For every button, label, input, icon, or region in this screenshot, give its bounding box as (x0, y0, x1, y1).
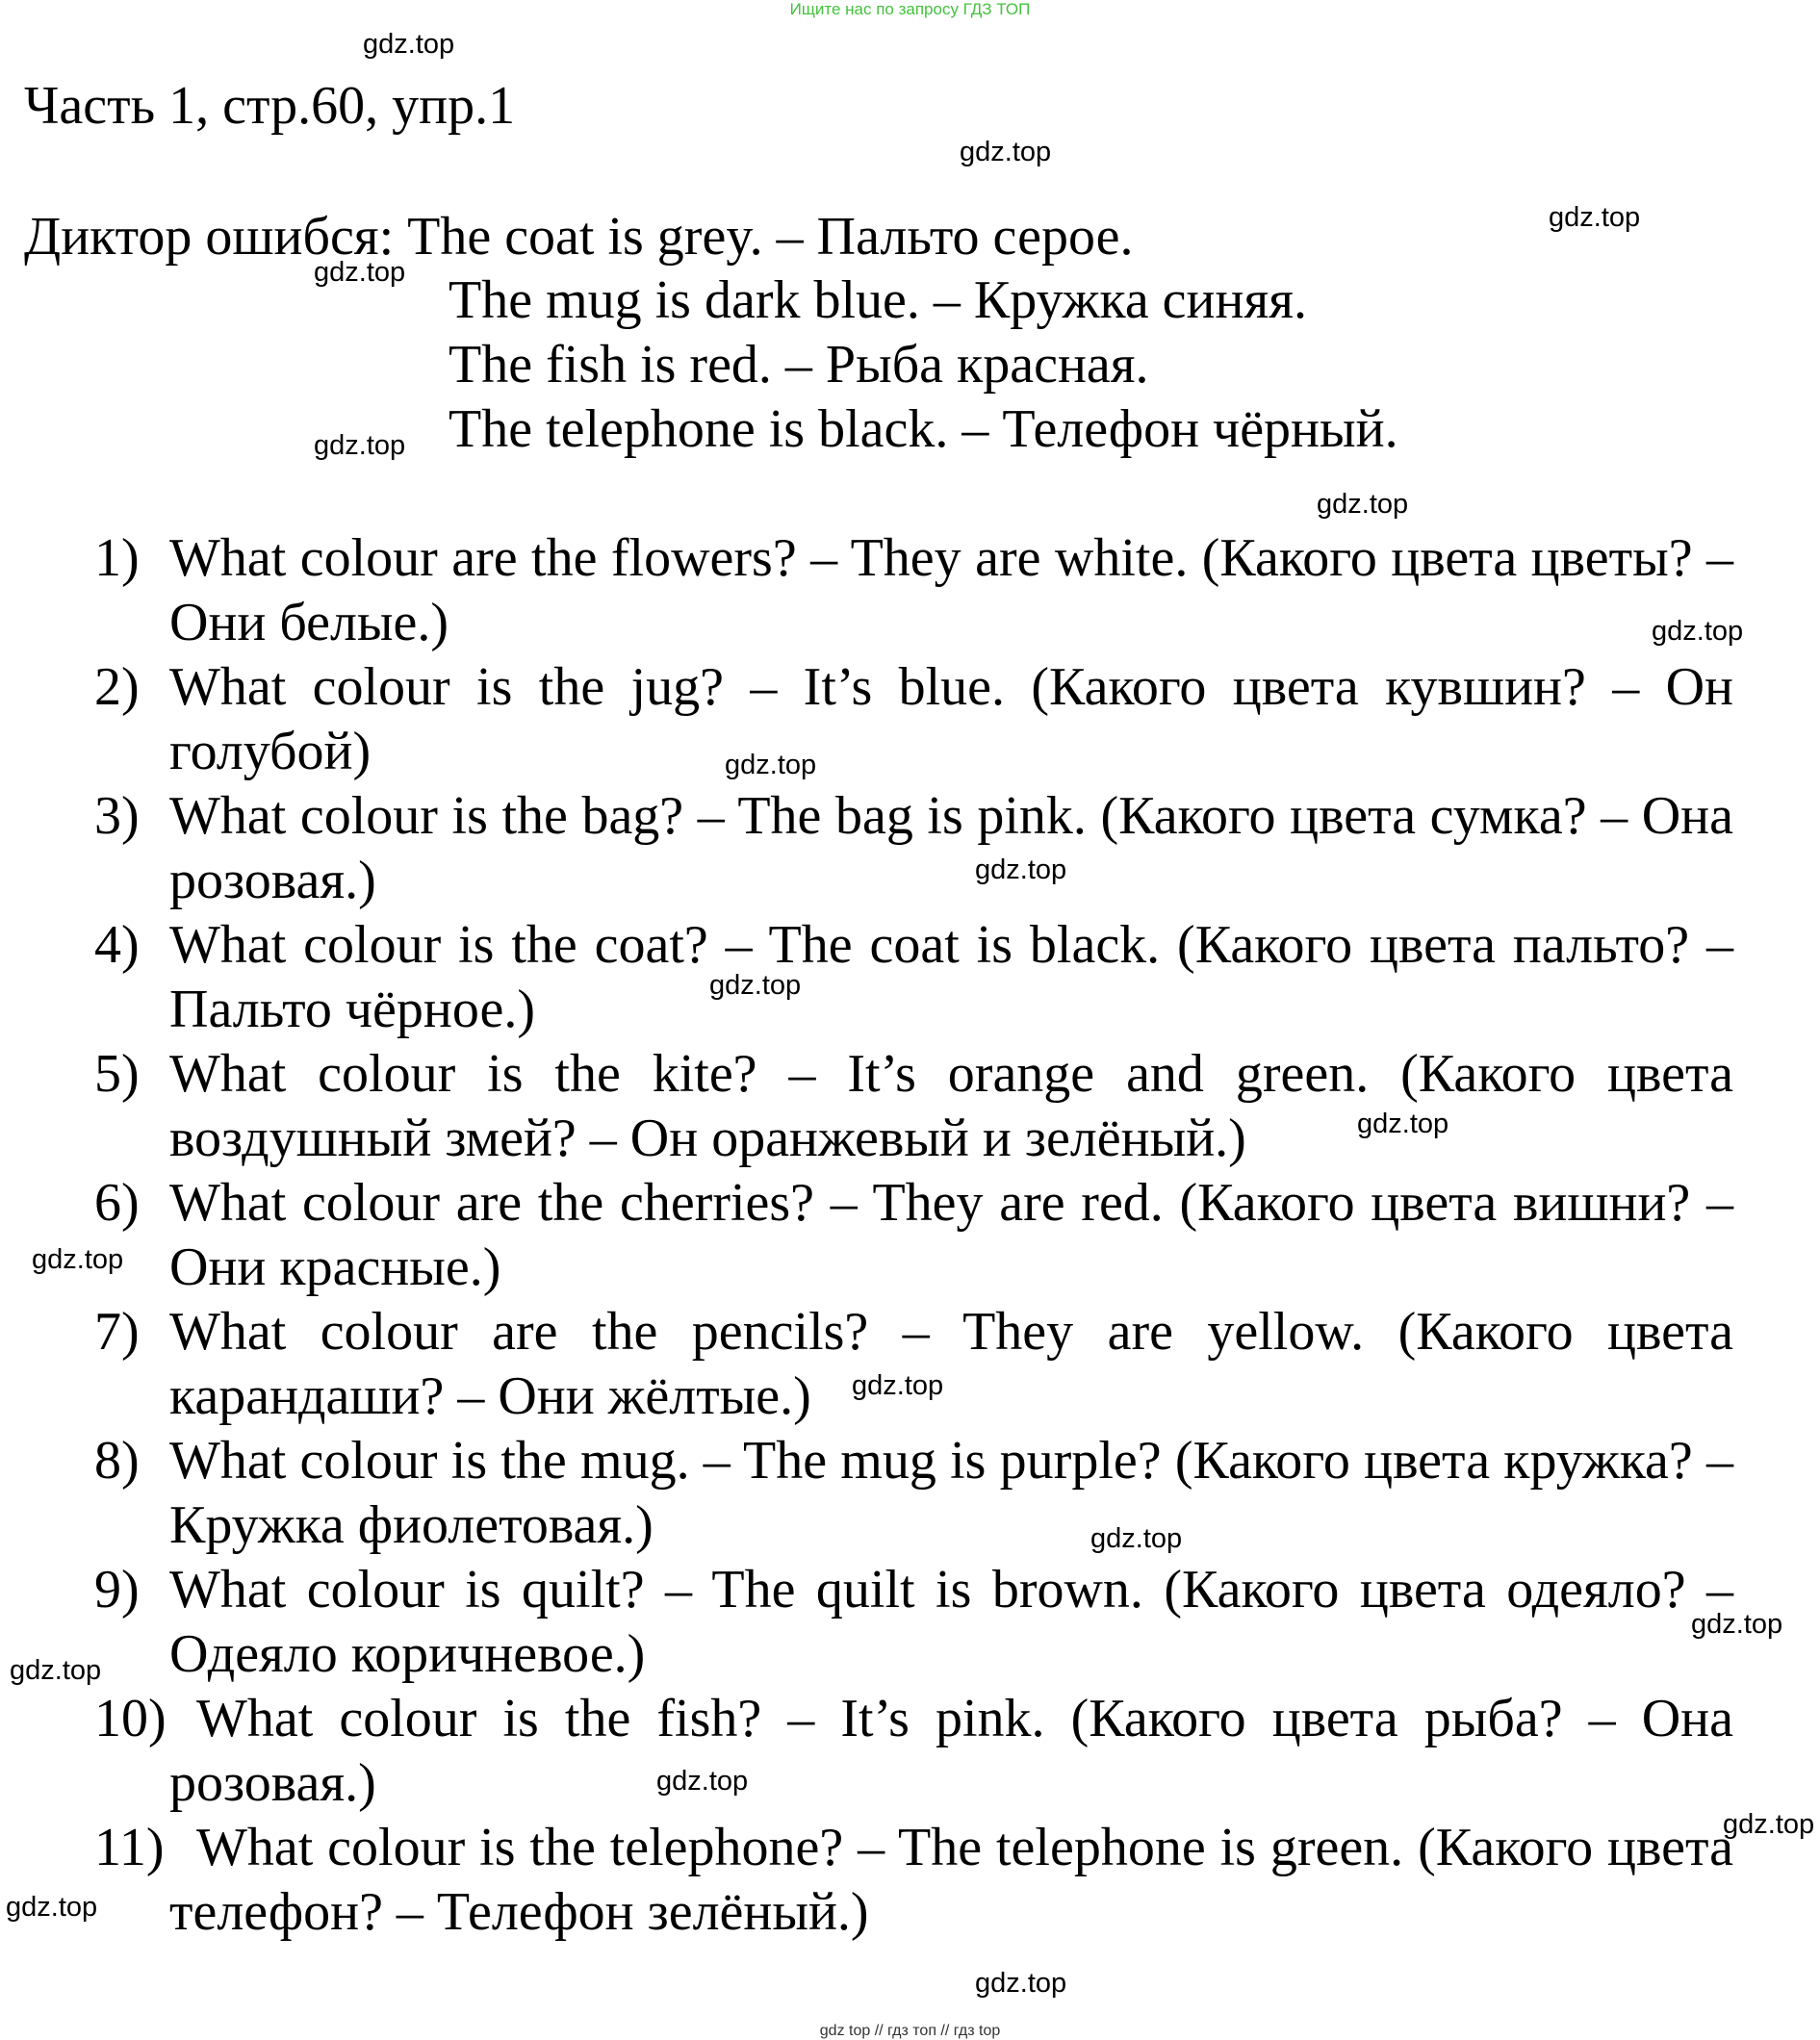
watermark: gdz.top (1317, 489, 1409, 520)
list-item (94, 1042, 1733, 1171)
watermark: gdz.top (725, 750, 817, 780)
list-item (94, 1816, 1733, 1945)
intro-line-1: The coat is grey. – Пальто серое. (407, 207, 1134, 267)
intro-line-4: The telephone is black. – Телефон чёрный. (449, 399, 1398, 459)
list-item (94, 784, 1733, 913)
watermark: gdz.top (656, 1766, 749, 1797)
watermark: gdz.top (709, 970, 802, 1001)
item-number: 1) (94, 528, 140, 588)
list-item (94, 655, 1733, 784)
item-text: What colour is the coat? – The coat is black. (Какого цвета пальто? – Пальто чёрное.) (169, 915, 1733, 1039)
intro-lead-line (24, 206, 1133, 268)
item-number: 10) (94, 1689, 167, 1748)
intro-lead: Диктор ошибся: (24, 207, 395, 267)
item-number: 9) (94, 1560, 140, 1619)
item-number: 4) (94, 915, 140, 975)
watermark: gdz.top (960, 137, 1052, 167)
item-text: What colour is the fish? – It’s pink. (Какого цвета рыба? – Она розовая.) (169, 1689, 1733, 1813)
watermark: gdz.top (1723, 1809, 1815, 1840)
watermark: gdz.top (975, 1968, 1067, 1999)
item-text: What colour is the jug? – It’s blue. (Какого цвета кувшин? – Он голубой) (169, 657, 1733, 781)
item-text: What colour is the mug. – The mug is purple? (Какого цвета кружка? – Кружка фиолетовая.) (169, 1431, 1733, 1555)
watermark: gdz.top (10, 1655, 102, 1686)
watermark: gdz.top (975, 854, 1067, 885)
item-number: 2) (94, 657, 140, 717)
item-text: What colour is the telephone? – The telephone is green. (Какого цвета телефон? – Телефон зелёный.) (169, 1818, 1733, 1942)
item-text: What colour is the kite? – It’s orange and green. (Какого цвета воздушный змей? – Он оранжевый и зелёный.) (169, 1044, 1733, 1168)
watermark: gdz.top (852, 1370, 944, 1401)
watermark: gdz.top (1652, 616, 1744, 647)
list-item (94, 526, 1733, 655)
watermark: gdz.top (314, 257, 406, 288)
list-item (94, 1687, 1733, 1816)
watermark: gdz.top (1357, 1109, 1449, 1139)
watermark: gdz.top (363, 29, 455, 60)
intro-line-3: The fish is red. – Рыба красная. (449, 335, 1149, 395)
list-item (94, 1558, 1733, 1687)
item-text: What colour is the bag? – The bag is pink. (Какого цвета сумка? – Она розовая.) (169, 786, 1733, 910)
watermark: gdz.top (1691, 1609, 1783, 1640)
item-number: 5) (94, 1044, 140, 1104)
item-text: What colour are the flowers? – They are white. (Какого цвета цветы? – Они белые.) (169, 528, 1733, 652)
watermark: gdz.top (32, 1244, 124, 1275)
item-number: 3) (94, 786, 140, 846)
item-text: What colour are the cherries? – They are red. (Какого цвета вишни? – Они красные.) (169, 1173, 1733, 1297)
item-number: 8) (94, 1431, 140, 1491)
item-text: What colour is quilt? – The quilt is brown. (Какого цвета одеяло? – Одеяло коричневое.) (169, 1560, 1733, 1684)
watermark: gdz.top (314, 430, 406, 461)
item-number: 6) (94, 1173, 140, 1233)
page-title: Часть 1, стр.60, упр.1 (24, 76, 516, 136)
list-item (94, 1171, 1733, 1300)
list-item (94, 913, 1733, 1042)
intro-line-2: The mug is dark blue. – Кружка синяя. (449, 270, 1307, 330)
footer-watermark: gdz top // гдз топ // гдз top (819, 2023, 1001, 2039)
watermark: gdz.top (1549, 202, 1641, 233)
header-note: Ищите нас по запросу ГДЗ ТОП (789, 0, 1031, 18)
watermark: gdz.top (6, 1892, 98, 1923)
list-item (94, 1429, 1733, 1558)
item-number: 11) (94, 1818, 165, 1877)
list-item (94, 1300, 1733, 1429)
item-text: What colour are the pencils? – They are yellow. (Какого цвета карандаши? – Они жёлтые.) (169, 1302, 1733, 1426)
item-number: 7) (94, 1302, 140, 1362)
watermark: gdz.top (1090, 1523, 1183, 1554)
